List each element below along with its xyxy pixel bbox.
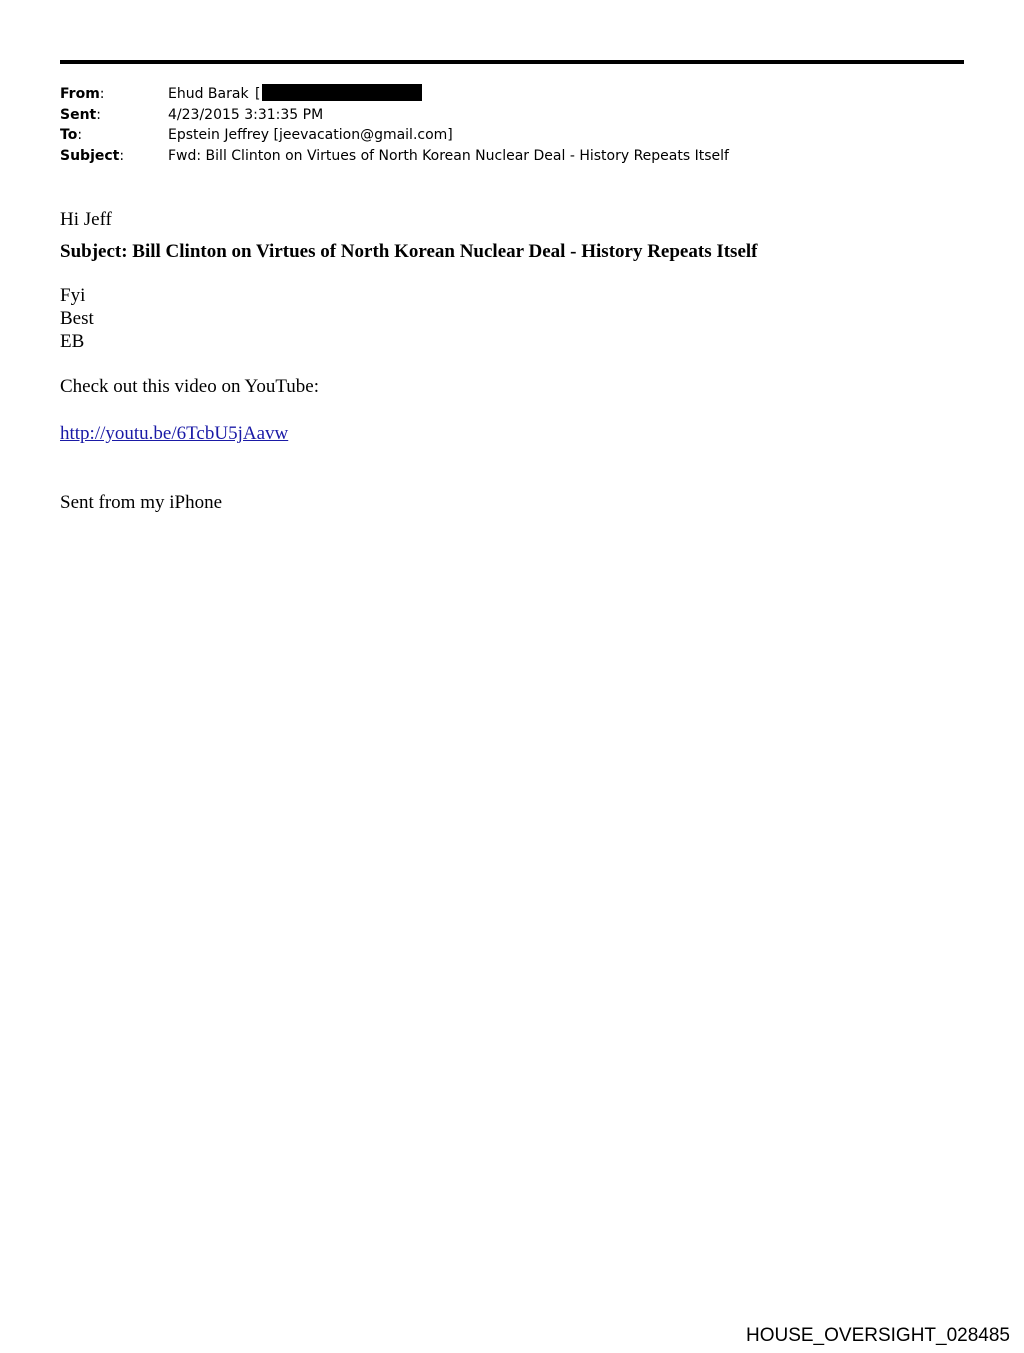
from-value: Ehud Barak [ [168,84,422,105]
signoff-line: Best [60,308,94,329]
redaction-block [262,84,422,101]
signoff-line: Fyi [60,285,86,306]
email-header [60,84,729,166]
from-label: From [60,86,100,102]
signoff-line: EB [60,331,85,352]
signoff [60,284,94,353]
forwarded-subject: Subject: Bill Clinton on Virtues of North Korean Nuclear Deal - History Repeats Itself [60,241,758,262]
sent-label: Sent [60,106,97,123]
youtube-intro: Check out this video on YouTube: [60,376,319,397]
sent-from-signature: Sent from my iPhone [60,492,223,513]
bates-number: HOUSE_OVERSIGHT_028485 [745,1325,1010,1346]
sent-value: 4/23/2015 3:31:35 PM [168,106,324,123]
to-value: Epstein Jeffrey [jeevacation@gmail.com] [168,127,453,143]
subject-value: Fwd: Bill Clinton on Virtues of North Korean Nuclear Deal - History Repeats Itself [168,147,729,164]
header-sent-row: Sent: 4/23/2015 3:31:35 PM [60,105,729,126]
header-from-row: From: Ehud Barak [ [60,84,729,105]
header-to-row: To: Epstein Jeffrey [jeevacation@gmail.com] [60,125,729,146]
to-label: To [60,127,78,143]
subject-label: Subject [60,147,120,164]
header-subject-row: Subject: Fwd: Bill Clinton on Virtues of North Korean Nuclear Deal - History Repeats Itself [60,146,729,167]
header-rule [60,60,964,64]
from-bracket: [ [255,86,261,102]
youtube-link[interactable]: http://youtu.be/6TcbU5jAavw [60,423,289,444]
greeting: Hi Jeff [60,209,112,230]
